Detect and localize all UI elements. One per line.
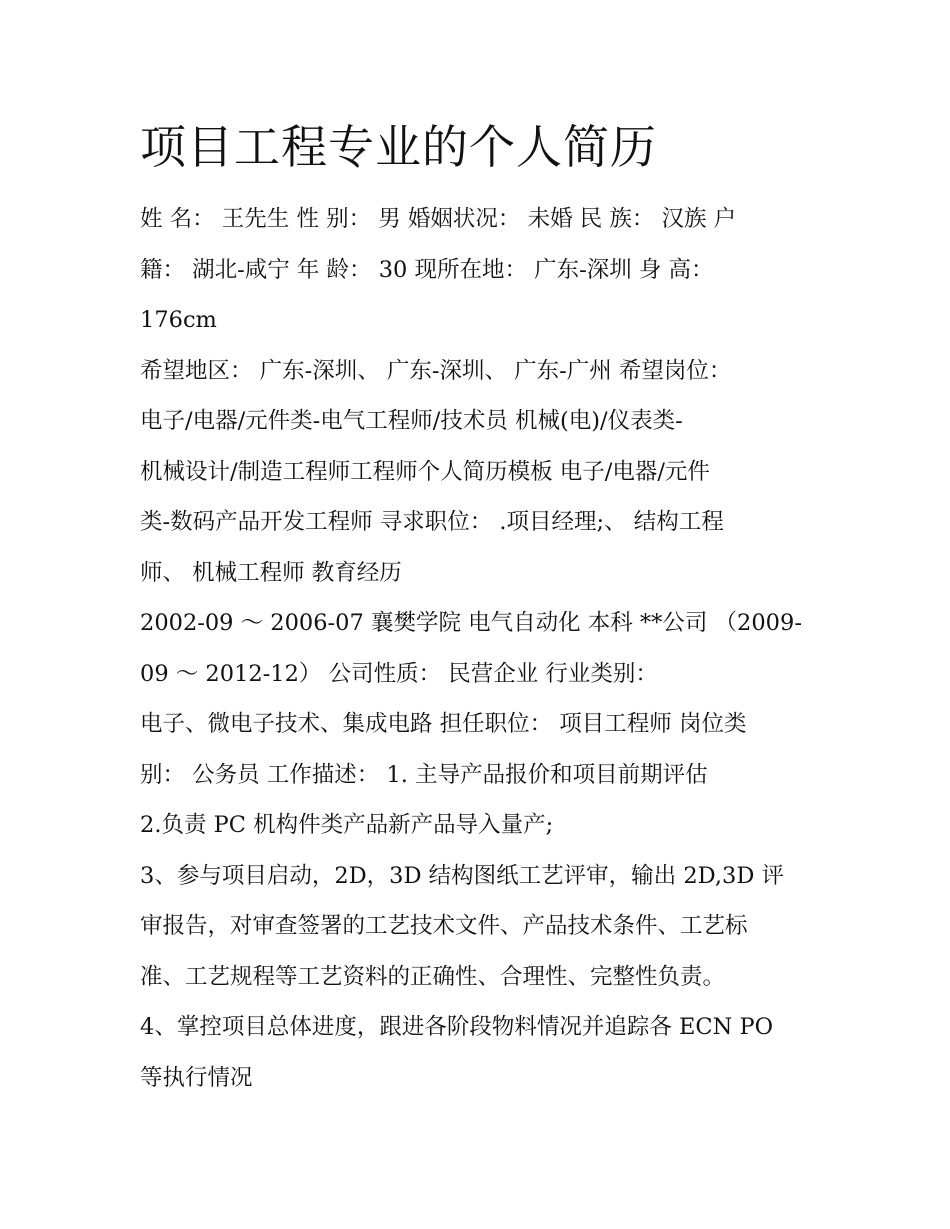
body-line: 4、掌控项目总体进度，跟进各阶段物料情况并追踪各 ECN PO [140, 1014, 774, 1040]
body-line: 类-数码产品开发工程师 寻求职位： .项目经理;、 结构工程 [140, 509, 724, 535]
document-body [140, 194, 820, 1103]
resume-page [140, 112, 820, 1103]
body-line: 等执行情况 [140, 1064, 253, 1091]
body-line: 师、 机械工程师 教育经历 [140, 559, 402, 586]
body-line: 准、工艺规程等工艺资料的正确性、合理性、完整性负责。 [140, 963, 726, 990]
body-line: 2002-09 ～ 2006-07 襄樊学院 电气自动化 本科 **公司 （2009- [140, 610, 802, 636]
body-line: 审报告，对审查签署的工艺技术文件、产品技术条件、工艺标 [140, 913, 748, 939]
document-title: 项目工程专业的个人简历 [140, 120, 657, 174]
body-line: 电子/电器/元件类-电气工程师/技术员 机械(电)/仪表类- [140, 408, 683, 434]
body-line: 姓 名： 王先生 性 别： 男 婚姻状况： 未婚 民 族： 汉族 户 [140, 206, 737, 232]
body-line: 09 ～ 2012-12） 公司性质： 民营企业 行业类别： [140, 660, 658, 687]
body-line: 2.负责 PC 机构件类产品新产品导入量产; [140, 812, 554, 838]
body-line: 电子、微电子技术、集成电路 担任职位： 项目工程师 岗位类 [140, 711, 747, 737]
body-line: 176cm [140, 307, 217, 333]
body-line: 希望地区： 广东-深圳、 广东-深圳、 广东-广州 希望岗位： [140, 357, 732, 384]
body-line: 籍： 湖北-咸宁 年 龄： 30 现所在地： 广东-深圳 身 高： [140, 256, 714, 283]
body-line: 3、参与项目启动，2D，3D 结构图纸工艺评审，输出 2D,3D 评 [140, 862, 785, 889]
body-line: 机械设计/制造工程师工程师个人简历模板 电子/电器/元件 [140, 458, 710, 485]
body-line: 别： 公务员 工作描述： 1. 主导产品报价和项目前期评估 [140, 761, 708, 788]
